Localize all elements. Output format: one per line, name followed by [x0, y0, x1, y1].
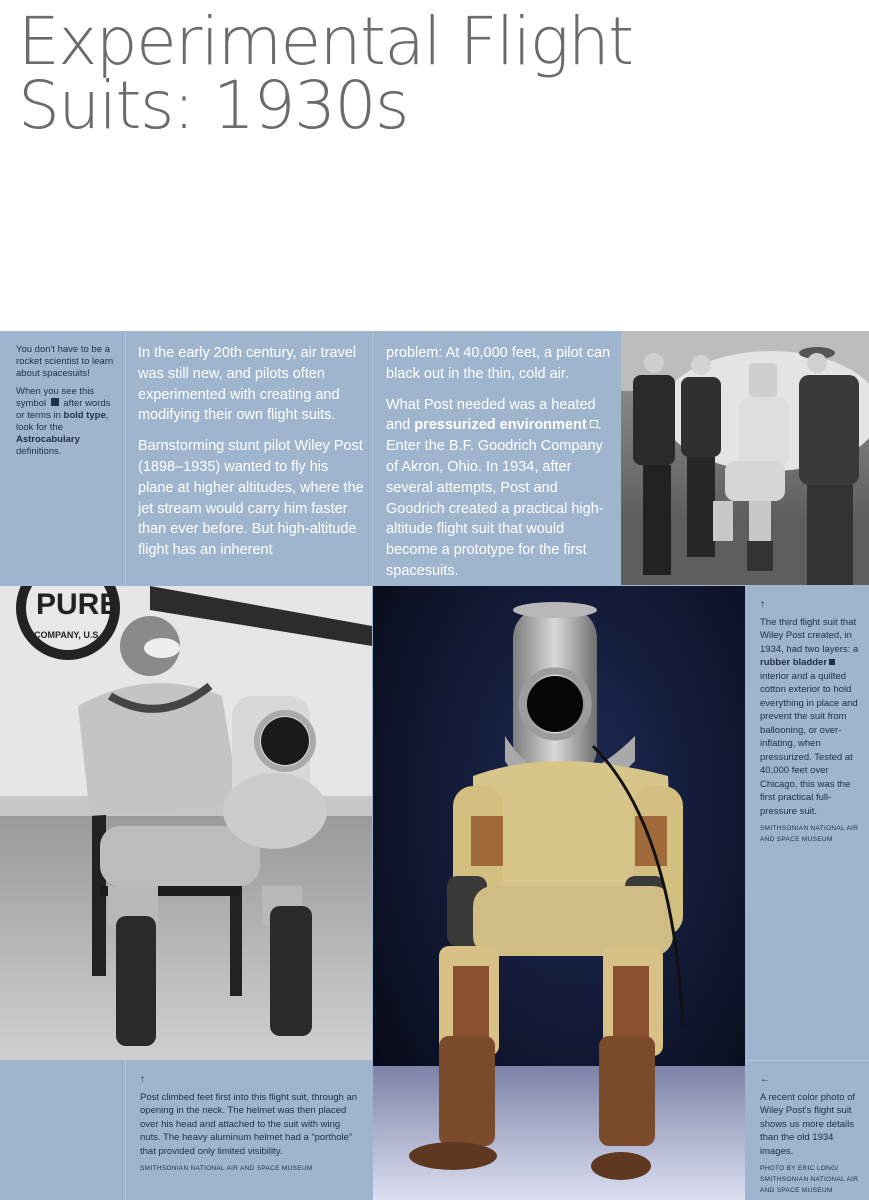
astrocabulary-symbol-icon	[590, 420, 598, 428]
logo-text: PURE	[36, 588, 120, 621]
body-paragraph: Barnstorming stunt pilot Wiley Post (1898–1935) wanted to fly his plane at higher altitudes, where the jet stream would carry him faster than ever before. But high-altitude flight has an inherent	[138, 438, 364, 559]
column-divider	[125, 1061, 126, 1200]
photo-credit: SMITHSONIAN NATIONAL AIR AND SPACE MUSEUM	[140, 1165, 313, 1172]
astrocabulary-symbol-icon	[829, 659, 835, 665]
body-column-2	[386, 343, 614, 592]
arrow-up-icon: ↑	[760, 599, 765, 610]
body-paragraph: What Post needed was a heated and pressurized environment . Enter the B.F. Goodrich Company of Akron, Ohio. In 1934, after several attempts, Post and Goodrich created a practical high-altitude flight suit that would become a prototype for the first spacesuits.	[386, 396, 604, 579]
photo-wiley-post-seated-image	[0, 586, 372, 1060]
note-intro: You don't have to be a rocket scientist to learn about spacesuits!	[16, 344, 114, 379]
body-column-1	[138, 343, 364, 571]
arrow-left-icon: ←	[760, 1074, 770, 1085]
photo-credit: PHOTO BY ERIC LONG/ SMITHSONIAN NATIONAL AIR AND SPACE MUSEUM	[760, 1165, 859, 1194]
column-divider	[372, 331, 373, 585]
note-instructions: When you see this symbol after words or terms in bold type, look for the Astrocabulary definitions.	[16, 386, 111, 457]
body-paragraph: In the early 20th century, air travel was still new, and pilots often experimented with creating and modifying their own flight suits.	[138, 345, 357, 424]
astrocabulary-symbol-icon	[51, 398, 59, 406]
photo-color-suit	[373, 586, 745, 1200]
arrow-up-icon: ↑	[140, 1074, 145, 1085]
photo-wiley-post-seated	[0, 586, 372, 1060]
photo-color-suit-image	[373, 586, 745, 1200]
page-title-line-2: Suits: 1930s	[18, 67, 408, 144]
astrocabulary-term: pressurized environment	[414, 417, 587, 434]
caption-color-photo: ← A recent color photo of Wiley Post's flight suit shows us more details than the old 1934 images. PHOTO BY ERIC LONG/ SMITHSONIAN NATIONAL AIR AND SPACE MUSEUM	[760, 1073, 862, 1196]
caption-suit-layers: ↑ The third flight suit that Wiley Post created, in 1934, had two layers: a rubber bladder interior and a quilted cotton exterior to hold everything in place and prevent the suit from ballooning, or over-inflating, when pressurized. Tested at 40,000 feet over Chicago, this was the first practical full-pressure suit. SMITHSONIAN NATIONAL AIR AND SPACE MUSEUM	[760, 599, 859, 843]
logo-subtext: COMPANY, U.S.A.	[34, 630, 110, 640]
page-title	[18, 3, 658, 144]
astrocabulary-term: rubber bladder	[760, 657, 828, 668]
body-paragraph: problem: At 40,000 feet, a pilot can black out in the thin, cold air.	[386, 345, 611, 382]
caption-climbing-in: ↑ Post climbed feet first into this flight suit, through an opening in the neck. The helmet was then placed over his head and attached to the suit with wing nuts. The heavy aluminum helmet had a “porthole” that provided only limited visibility. SMITHSONIAN NATIONAL AIR AND SPACE MUSEUM	[140, 1073, 362, 1174]
column-divider	[125, 331, 126, 585]
photo-credit: SMITHSONIAN NATIONAL AIR AND SPACE MUSEUM	[760, 825, 859, 843]
row-divider	[745, 1060, 869, 1061]
photo-fitting-suit-image	[621, 331, 869, 585]
photo-fitting-suit	[621, 331, 869, 585]
astrocabulary-note	[16, 344, 116, 464]
page-title-line-1: Experimental Flight	[18, 3, 633, 80]
